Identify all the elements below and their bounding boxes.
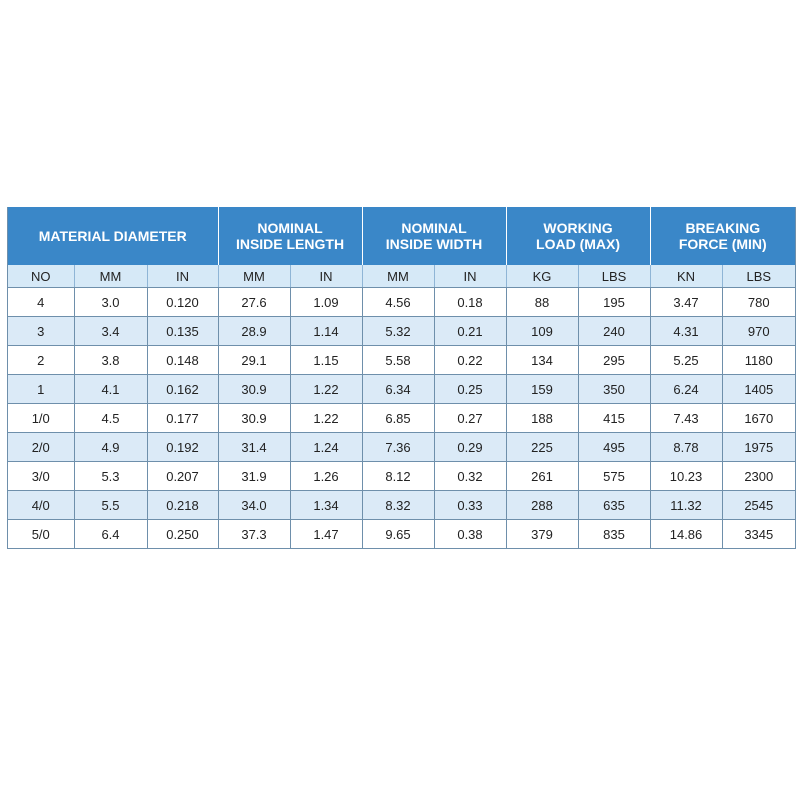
table-cell: 7.36 (362, 433, 434, 462)
group-header: WORKING LOAD (MAX) (506, 207, 650, 265)
table-cell: 0.22 (434, 346, 506, 375)
table-cell: 3.47 (650, 288, 722, 317)
table-cell: 1.22 (290, 375, 362, 404)
group-header: MATERIAL DIAMETER (8, 207, 218, 265)
spec-table-container (7, 207, 796, 549)
table-body (8, 288, 795, 549)
table-row (8, 288, 795, 317)
table-cell: 1.15 (290, 346, 362, 375)
table-cell: 575 (578, 462, 650, 491)
table-cell: 1405 (722, 375, 795, 404)
table-cell: 3345 (722, 520, 795, 549)
table-cell: 0.162 (147, 375, 218, 404)
group-header: NOMINAL INSIDE WIDTH (362, 207, 506, 265)
table-cell: 2545 (722, 491, 795, 520)
unit-header: NO (8, 265, 74, 288)
table-cell: 5.32 (362, 317, 434, 346)
table-row (8, 433, 795, 462)
table-cell: 109 (506, 317, 578, 346)
table-cell: 11.32 (650, 491, 722, 520)
unit-header: IN (290, 265, 362, 288)
table-cell: 1/0 (8, 404, 74, 433)
table-cell: 0.38 (434, 520, 506, 549)
table-cell: 261 (506, 462, 578, 491)
table-cell: 31.4 (218, 433, 290, 462)
table-cell: 28.9 (218, 317, 290, 346)
table-cell: 1.26 (290, 462, 362, 491)
table-cell: 780 (722, 288, 795, 317)
table-cell: 350 (578, 375, 650, 404)
table-cell: 1.47 (290, 520, 362, 549)
table-cell: 379 (506, 520, 578, 549)
table-cell: 1670 (722, 404, 795, 433)
table-cell: 635 (578, 491, 650, 520)
table-cell: 8.78 (650, 433, 722, 462)
table-cell: 4.56 (362, 288, 434, 317)
table-cell: 7.43 (650, 404, 722, 433)
table-cell: 1.34 (290, 491, 362, 520)
unit-header: MM (362, 265, 434, 288)
table-cell: 1.09 (290, 288, 362, 317)
table-cell: 495 (578, 433, 650, 462)
table-cell: 1.14 (290, 317, 362, 346)
unit-header: MM (218, 265, 290, 288)
table-cell: 835 (578, 520, 650, 549)
table-cell: 0.29 (434, 433, 506, 462)
table-cell: 188 (506, 404, 578, 433)
table-cell: 5/0 (8, 520, 74, 549)
table-cell: 5.5 (74, 491, 147, 520)
table-cell: 6.4 (74, 520, 147, 549)
table-cell: 415 (578, 404, 650, 433)
unit-header: IN (434, 265, 506, 288)
table-row (8, 520, 795, 549)
table-cell: 6.85 (362, 404, 434, 433)
table-cell: 30.9 (218, 375, 290, 404)
table-cell: 4.9 (74, 433, 147, 462)
table-cell: 88 (506, 288, 578, 317)
table-row (8, 462, 795, 491)
unit-header: IN (147, 265, 218, 288)
table-cell: 0.192 (147, 433, 218, 462)
table-cell: 6.24 (650, 375, 722, 404)
table-cell: 1.22 (290, 404, 362, 433)
table-cell: 1180 (722, 346, 795, 375)
table-cell: 0.33 (434, 491, 506, 520)
table-row (8, 491, 795, 520)
table-cell: 4.5 (74, 404, 147, 433)
table-cell: 9.65 (362, 520, 434, 549)
table-cell: 3.8 (74, 346, 147, 375)
table-cell: 134 (506, 346, 578, 375)
group-header: NOMINAL INSIDE LENGTH (218, 207, 362, 265)
table-cell: 5.3 (74, 462, 147, 491)
table-cell: 2 (8, 346, 74, 375)
table-cell: 3 (8, 317, 74, 346)
table-cell: 4 (8, 288, 74, 317)
table-row (8, 404, 795, 433)
table-cell: 0.27 (434, 404, 506, 433)
table-cell: 8.32 (362, 491, 434, 520)
unit-header: LBS (722, 265, 795, 288)
table-cell: 0.250 (147, 520, 218, 549)
table-cell: 3.4 (74, 317, 147, 346)
table-cell: 0.25 (434, 375, 506, 404)
table-cell: 295 (578, 346, 650, 375)
table-row (8, 346, 795, 375)
table-cell: 2300 (722, 462, 795, 491)
spec-table (8, 207, 795, 549)
table-cell: 0.218 (147, 491, 218, 520)
table-cell: 4.31 (650, 317, 722, 346)
table-cell: 31.9 (218, 462, 290, 491)
table-cell: 0.177 (147, 404, 218, 433)
unit-header-row (8, 265, 795, 288)
table-cell: 0.18 (434, 288, 506, 317)
table-cell: 27.6 (218, 288, 290, 317)
unit-header: KG (506, 265, 578, 288)
table-cell: 37.3 (218, 520, 290, 549)
table-cell: 1975 (722, 433, 795, 462)
table-cell: 0.21 (434, 317, 506, 346)
table-cell: 0.120 (147, 288, 218, 317)
table-cell: 29.1 (218, 346, 290, 375)
table-cell: 1.24 (290, 433, 362, 462)
unit-header: LBS (578, 265, 650, 288)
table-cell: 3.0 (74, 288, 147, 317)
table-cell: 30.9 (218, 404, 290, 433)
table-row (8, 317, 795, 346)
table-cell: 10.23 (650, 462, 722, 491)
table-cell: 3/0 (8, 462, 74, 491)
table-cell: 5.25 (650, 346, 722, 375)
table-cell: 6.34 (362, 375, 434, 404)
table-cell: 0.32 (434, 462, 506, 491)
group-header: BREAKING FORCE (MIN) (650, 207, 795, 265)
table-cell: 195 (578, 288, 650, 317)
unit-header: MM (74, 265, 147, 288)
table-cell: 0.135 (147, 317, 218, 346)
table-cell: 225 (506, 433, 578, 462)
table-cell: 970 (722, 317, 795, 346)
table-row (8, 375, 795, 404)
table-cell: 0.207 (147, 462, 218, 491)
table-cell: 240 (578, 317, 650, 346)
table-cell: 14.86 (650, 520, 722, 549)
table-cell: 1 (8, 375, 74, 404)
table-cell: 159 (506, 375, 578, 404)
table-cell: 2/0 (8, 433, 74, 462)
table-cell: 34.0 (218, 491, 290, 520)
table-cell: 5.58 (362, 346, 434, 375)
table-cell: 4.1 (74, 375, 147, 404)
group-header-row (8, 207, 795, 265)
table-cell: 288 (506, 491, 578, 520)
table-cell: 0.148 (147, 346, 218, 375)
table-cell: 4/0 (8, 491, 74, 520)
table-cell: 8.12 (362, 462, 434, 491)
unit-header: KN (650, 265, 722, 288)
